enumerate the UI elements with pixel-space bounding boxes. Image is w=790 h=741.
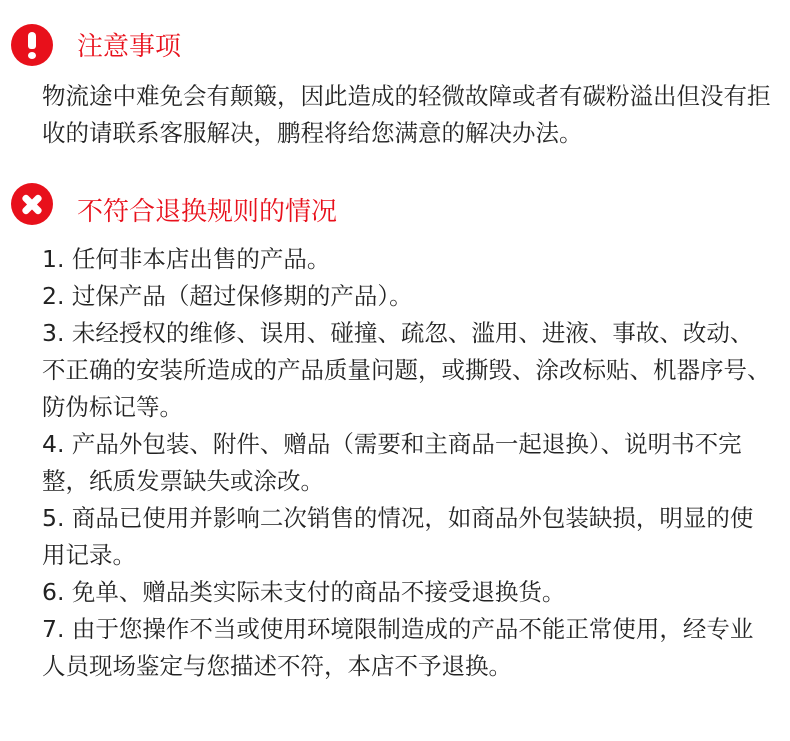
rule-item: 3. 未经授权的维修、误用、碰撞、疏忽、滥用、进液、事故、改动、不正确的安装所造成的产品质量问题，或撕毁、涂改标贴、机器序号、防伪标记等。 (42, 319, 771, 421)
rules-heading: 不符合退换规则的情况 (77, 197, 338, 227)
exclamation-icon (11, 24, 53, 66)
rule-item: 2. 过保产品（超过保修期的产品）。 (42, 282, 413, 310)
rule-item: 5. 商品已使用并影响二次销售的情况，如商品外包装缺损，明显的使用记录。 (42, 504, 754, 569)
rule-item: 1. 任何非本店出售的产品。 (42, 245, 331, 273)
rules-list (42, 241, 772, 685)
rule-item: 7. 由于您操作不当或使用环境限制造成的产品不能正常使用，经专业人员现场鉴定与您描述不符，本店不予退换。 (42, 615, 754, 680)
rule-item: 4. 产品外包装、附件、赠品（需要和主商品一起退换）、说明书不完整，纸质发票缺失或涂改。 (42, 430, 742, 495)
notice-heading: 注意事项 (77, 32, 182, 62)
cross-icon (11, 183, 53, 225)
notice-text: 物流途中难免会有颠簸，因此造成的轻微故障或者有碳粉溢出但没有拒收的请联系客服解决，鹏程将给您满意的解决办法。 (42, 82, 771, 147)
rule-item: 6. 免单、赠品类实际未支付的商品不接受退换货。 (42, 578, 566, 606)
